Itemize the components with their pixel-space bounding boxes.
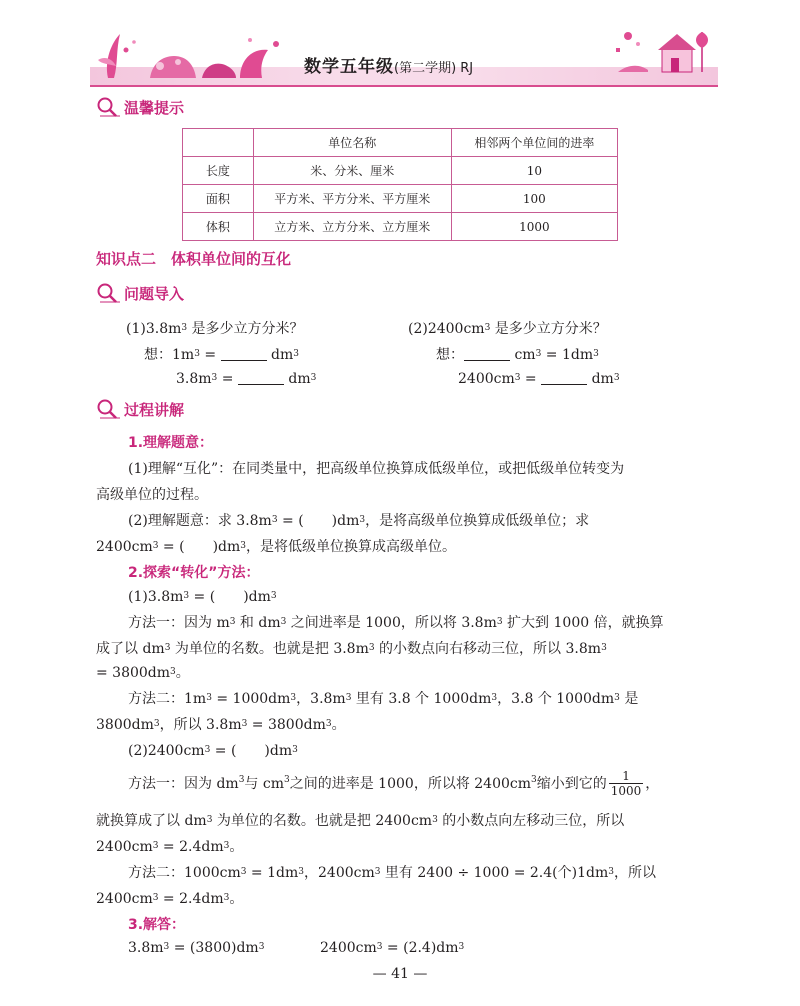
header-title: 数学五年级(第二学期) RJ bbox=[304, 57, 474, 77]
table-cell: 100 bbox=[451, 185, 617, 213]
method-2b-line-1: 方法二：$1000cm^3 = 1dm^3$，$2400cm^3$ 里有 2400 ÷ 1000 = 2.4(个)$1dm^3$，所以 bbox=[128, 865, 656, 881]
page-header bbox=[90, 14, 718, 90]
step-1-paragraph-2: (2)理解题意：求 $3.8m^3$ = ( )$dm^3$，是将高级单位换算成低级单位；求 bbox=[128, 513, 590, 529]
answer-1: $3.8m^3 = (3800)dm^3$ bbox=[128, 940, 265, 956]
page-number: — 41 — bbox=[372, 966, 428, 982]
step-1-paragraph-2-cont: $2400cm^3$ = ( )$dm^3$，是将低级单位换算成高级单位。 bbox=[96, 539, 457, 555]
question-1-think-b: $3.8m^3 = dm^3$ bbox=[176, 371, 317, 387]
table-header-cell bbox=[183, 129, 254, 157]
step-1-paragraph-1: (1)理解“互化”：在同类量中，把高级单位换算成低级单位，或把低级单位转变为 bbox=[128, 461, 625, 477]
table-cell: 长度 bbox=[183, 157, 254, 185]
answer-blank[interactable] bbox=[541, 370, 587, 385]
header-rule bbox=[90, 85, 718, 87]
table-cell: 立方米、立方分米、立方厘米 bbox=[253, 213, 451, 241]
unit-rate-table bbox=[182, 128, 618, 241]
header-house-decoration bbox=[598, 14, 718, 84]
table-row bbox=[183, 185, 618, 213]
tip-heading: 温馨提示 bbox=[96, 96, 184, 118]
answer-blank[interactable] bbox=[464, 346, 510, 361]
question-2-think-a: 想： $cm^3 = 1dm^3$ bbox=[436, 347, 599, 363]
answer-blank[interactable] bbox=[238, 370, 284, 385]
method-2b-line-2: $2400cm^3 = 2.4dm^3$。 bbox=[96, 891, 244, 907]
table-cell: 米、分米、厘米 bbox=[253, 157, 451, 185]
method-1b-line-1: 方法一：因为 dm $^3$ 与 cm $^3$ 之间的进率是 1000，所以将 2400cm $^3$ 缩小到它的 $\frac{1}{1000}$ ， bbox=[128, 768, 660, 798]
table-header-cell: 相邻两个单位间的进率 bbox=[451, 129, 617, 157]
table-cell: 面积 bbox=[183, 185, 254, 213]
step-2-question-2: $(2)2400cm^3$ = ( )$dm^3$ bbox=[128, 743, 298, 759]
process-heading: 过程讲解 bbox=[96, 398, 184, 420]
step-1-paragraph-1-cont: 高级单位的过程。 bbox=[96, 487, 208, 503]
table-header-row bbox=[183, 129, 618, 157]
intro-heading: 问题导入 bbox=[96, 282, 184, 304]
method-1-line-1: 方法一：因为 $m^3$ 和 $dm^3$ 之间进率是 1000，所以将 $3.8m^3$ 扩大到 1000 倍，就换算 bbox=[128, 615, 664, 631]
answer-blank[interactable] bbox=[221, 346, 267, 361]
method-1b-line-3: $2400cm^3 = 2.4dm^3$。 bbox=[96, 839, 244, 855]
table-cell: 体积 bbox=[183, 213, 254, 241]
question-2: $(2)2400cm^3$ 是多少立方分米？ bbox=[408, 321, 607, 337]
question-1: $(1)3.8m^3$ 是多少立方分米？ bbox=[126, 321, 304, 337]
question-2-think-b: $2400cm^3 = dm^3$ bbox=[458, 371, 620, 387]
step-1-title: 1.理解题意： bbox=[128, 435, 214, 451]
magnifier-icon bbox=[96, 282, 122, 304]
answer-2: $2400cm^3 = (2.4)dm^3$ bbox=[320, 940, 465, 956]
method-2-line-2: $3800dm^3$，所以 $3.8m^3 = 3800dm^3$。 bbox=[96, 717, 346, 733]
method-1b-line-2: 就换算成了以 $dm^3$ 为单位的名数。也就是把 $2400cm^3$ 的小数点向左移动三位，所以 bbox=[96, 813, 625, 829]
method-1-line-3: = $3800dm^3$。 bbox=[96, 665, 190, 681]
table-row bbox=[183, 157, 618, 185]
knowledge-point-title: 知识点二 体积单位间的互化 bbox=[96, 250, 292, 268]
fraction: $\frac{1}{1000}$ bbox=[610, 768, 642, 798]
magnifier-icon bbox=[96, 398, 122, 420]
method-1-line-2: 成了以 $dm^3$ 为单位的名数。也就是把 $3.8m^3$ 的小数点向右移动三位，所以 $3.8m^3$ bbox=[96, 641, 607, 657]
method-2-line-1: 方法二：$1m^3 = 1000dm^3$，$3.8m^3$ 里有 3.8 个 $1000dm^3$，3.8 个 $1000dm^3$ 是 bbox=[128, 691, 639, 707]
table-cell: 1000 bbox=[451, 213, 617, 241]
table-header-cell: 单位名称 bbox=[253, 129, 451, 157]
magnifier-icon bbox=[96, 96, 122, 118]
question-1-think-a: 想：$1m^3 = dm^3$ bbox=[144, 347, 299, 363]
table-row bbox=[183, 213, 618, 241]
step-2-question-1: $(1)3.8m^3$ = ( )$dm^3$ bbox=[128, 589, 277, 605]
step-3-title: 3.解答： bbox=[128, 917, 186, 933]
table-cell: 10 bbox=[451, 157, 617, 185]
step-2-title: 2.探索“转化”方法： bbox=[128, 565, 260, 581]
table-cell: 平方米、平方分米、平方厘米 bbox=[253, 185, 451, 213]
header-flower-decoration bbox=[90, 20, 290, 82]
